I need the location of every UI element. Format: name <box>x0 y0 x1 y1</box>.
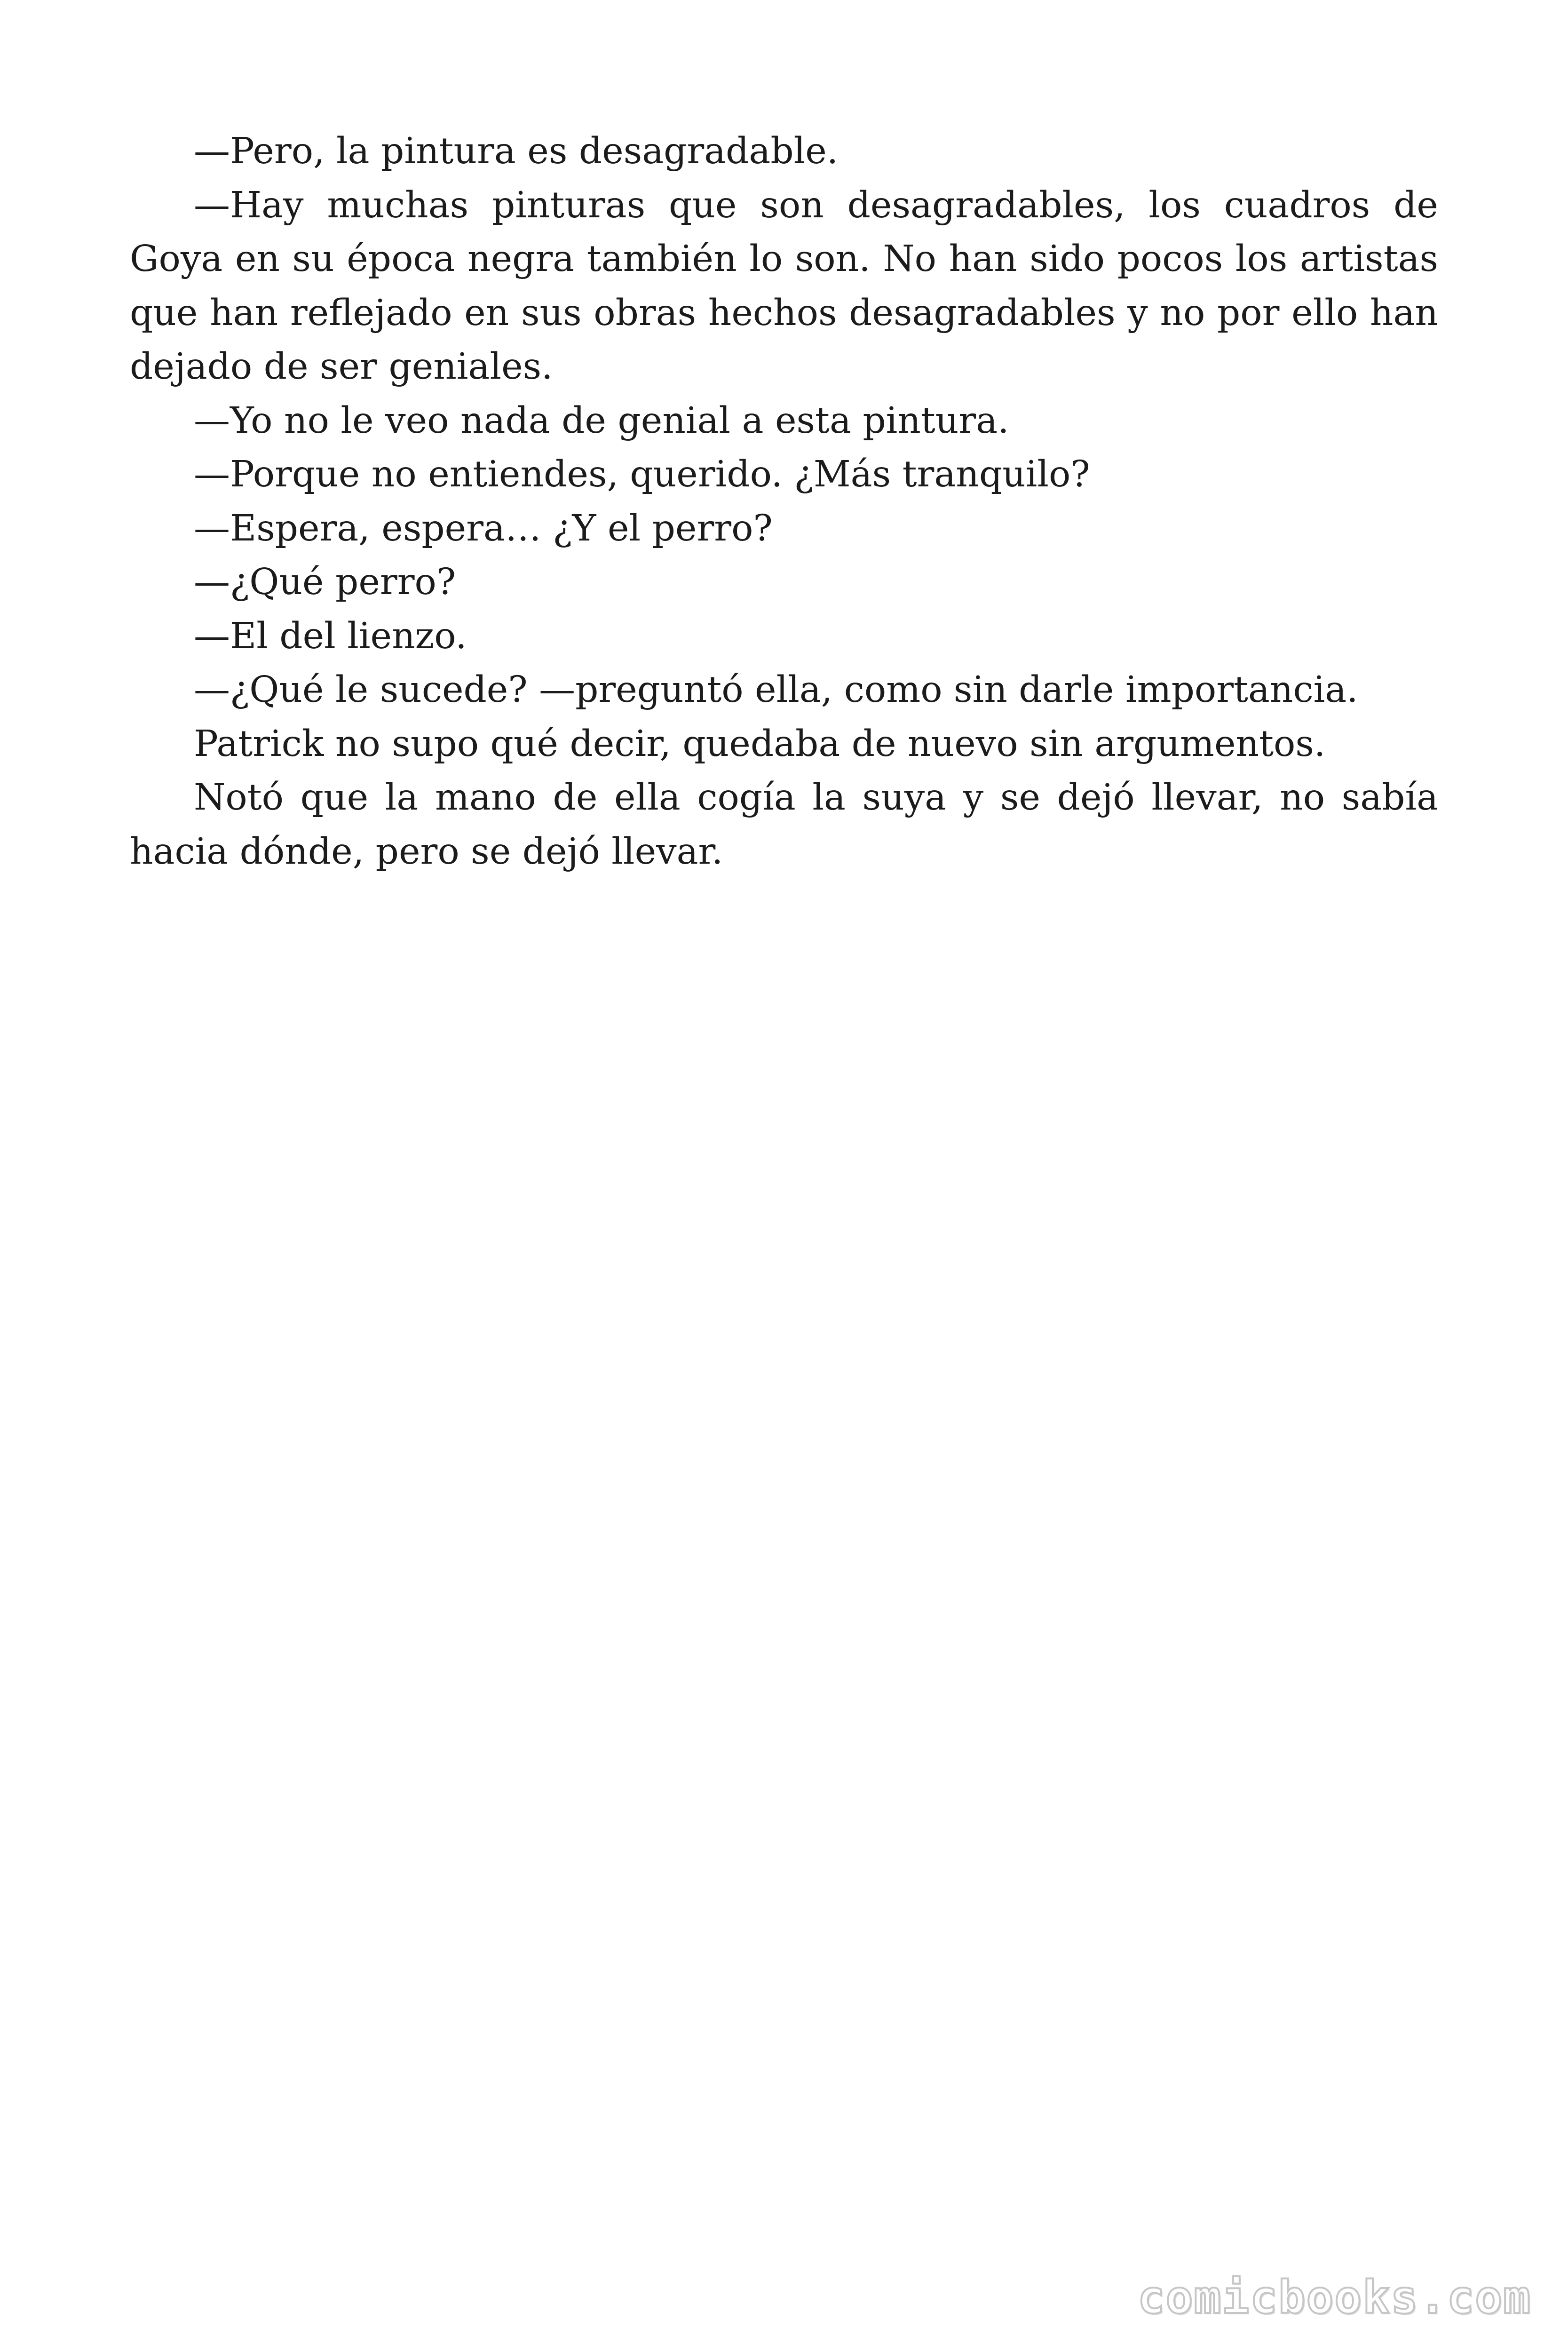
paragraph: —¿Qué le sucede? —preguntó ella, como sin darle importancia. <box>194 669 1358 711</box>
paragraph: —Yo no le veo nada de genial a esta pintura. <box>194 399 1009 442</box>
paragraph: —¿Qué perro? <box>194 561 456 603</box>
paragraph: —Pero, la pintura es desagradable. <box>194 130 839 172</box>
body-text <box>130 125 1438 879</box>
paragraph: —Hay muchas pinturas que son desagradables, los cuadros de Goya en su época negra también lo son. No han sido pocos los artistas que han reflejado en sus obras hechos desagradables y no por ello han dejado de ser geniales. <box>130 184 1438 388</box>
paragraph: —Espera, espera… ¿Y el perro? <box>194 507 773 549</box>
paragraph: Notó que la mano de ella cogía la suya y se dejó llevar, no sabía hacia dónde, pero se dejó llevar. <box>130 777 1438 873</box>
paragraph: Patrick no supo qué decir, quedaba de nuevo sin argumentos. <box>194 723 1326 765</box>
paragraph: —El del lienzo. <box>194 615 467 657</box>
watermark-logo: comicbooks.com <box>1137 2271 1531 2324</box>
paragraph: —Porque no entiendes, querido. ¿Más tranquilo? <box>194 453 1090 495</box>
